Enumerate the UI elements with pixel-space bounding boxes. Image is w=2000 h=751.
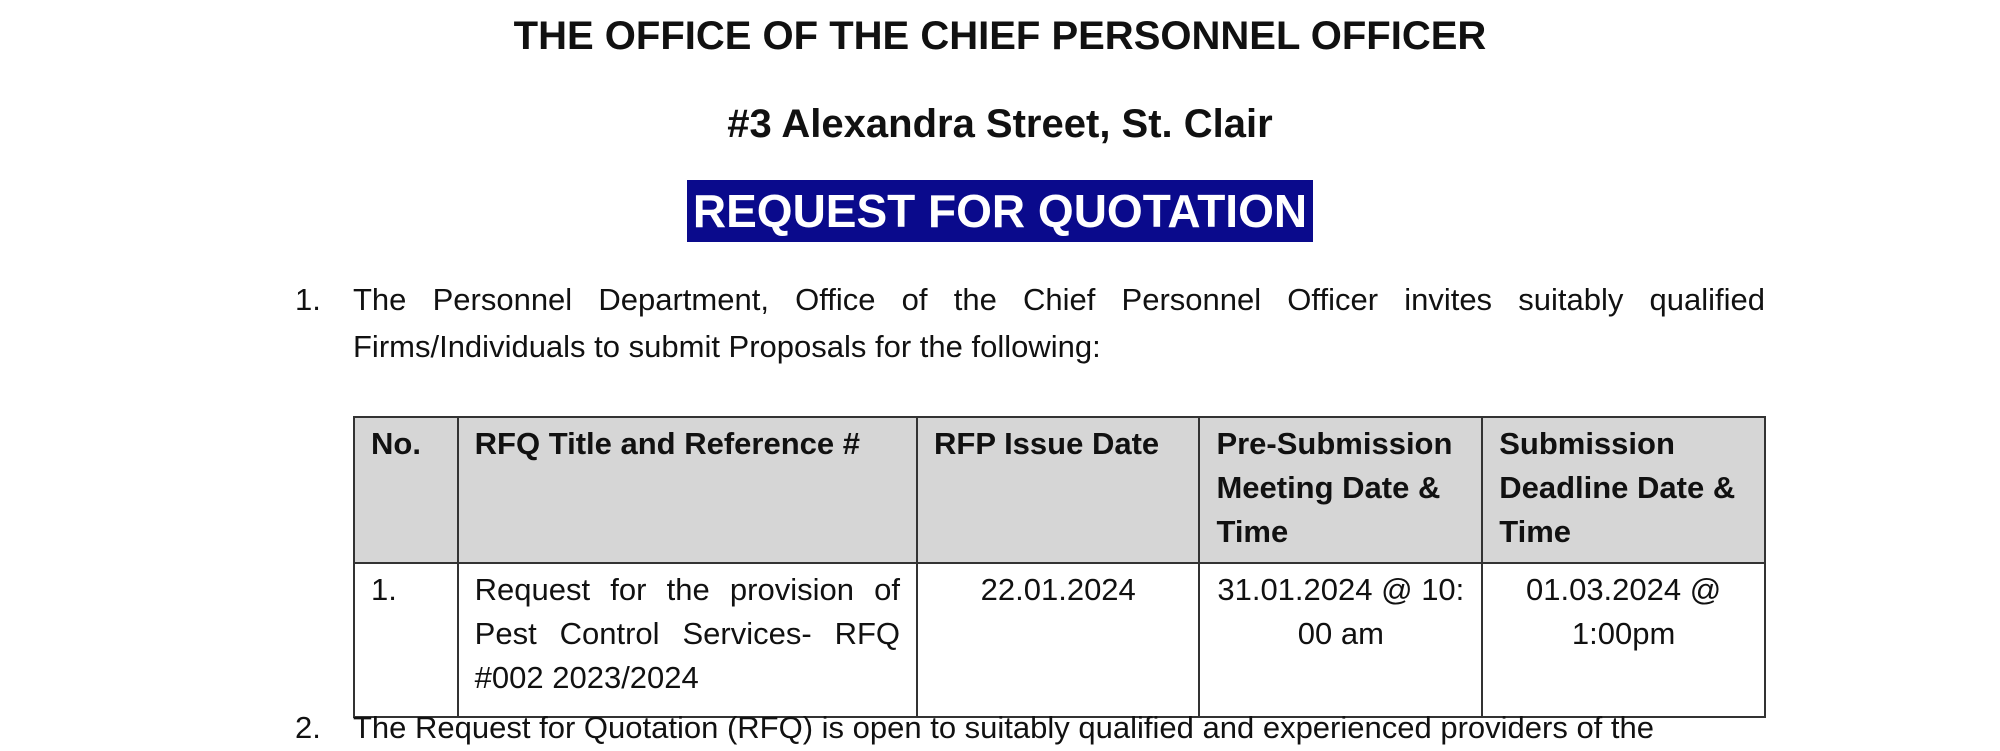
cell-issue-date: 22.01.2024 (917, 563, 1199, 717)
address: #3 Alexandra Street, St. Clair (727, 102, 1273, 146)
paragraph-number: 2. (295, 710, 321, 745)
header-pre-submission-meeting: Pre-Submission Meeting Date & Time (1199, 417, 1482, 563)
paragraph-text: The Request for Quotation (RFQ) is open to suitably qualified and experienced providers of the (353, 710, 1655, 745)
paragraph-2 (295, 704, 1765, 750)
paragraph-text: The Personnel Department, Office of the Chief Personnel Officer invites suitably qualified Firms/Individuals to submit Proposals for the following: (353, 282, 1765, 364)
table-header-row (354, 417, 1765, 563)
rfq-banner: REQUEST FOR QUOTATION (687, 180, 1313, 242)
cell-no: 1. (354, 563, 458, 717)
cell-rfq-title: Request for the provision of Pest Control Services- RFQ #002 2023/2024 (458, 563, 917, 717)
org-title: THE OFFICE OF THE CHIEF PERSONNEL OFFICER (513, 14, 1487, 58)
banner-container (0, 180, 2000, 242)
table-row (354, 563, 1765, 717)
header-issue-date: RFP Issue Date (917, 417, 1199, 563)
rfq-table (353, 416, 1766, 718)
header-submission-deadline: Submission Deadline Date & Time (1482, 417, 1765, 563)
cell-meeting: 31.01.2024 @ 10: 00 am (1199, 563, 1482, 717)
paragraph-number: 1. (295, 282, 321, 317)
paragraph-1 (295, 276, 1765, 376)
header-rfq-title: RFQ Title and Reference # (458, 417, 917, 563)
header-no: No. (354, 417, 458, 563)
cell-deadline: 01.03.2024 @ 1:00pm (1482, 563, 1765, 717)
